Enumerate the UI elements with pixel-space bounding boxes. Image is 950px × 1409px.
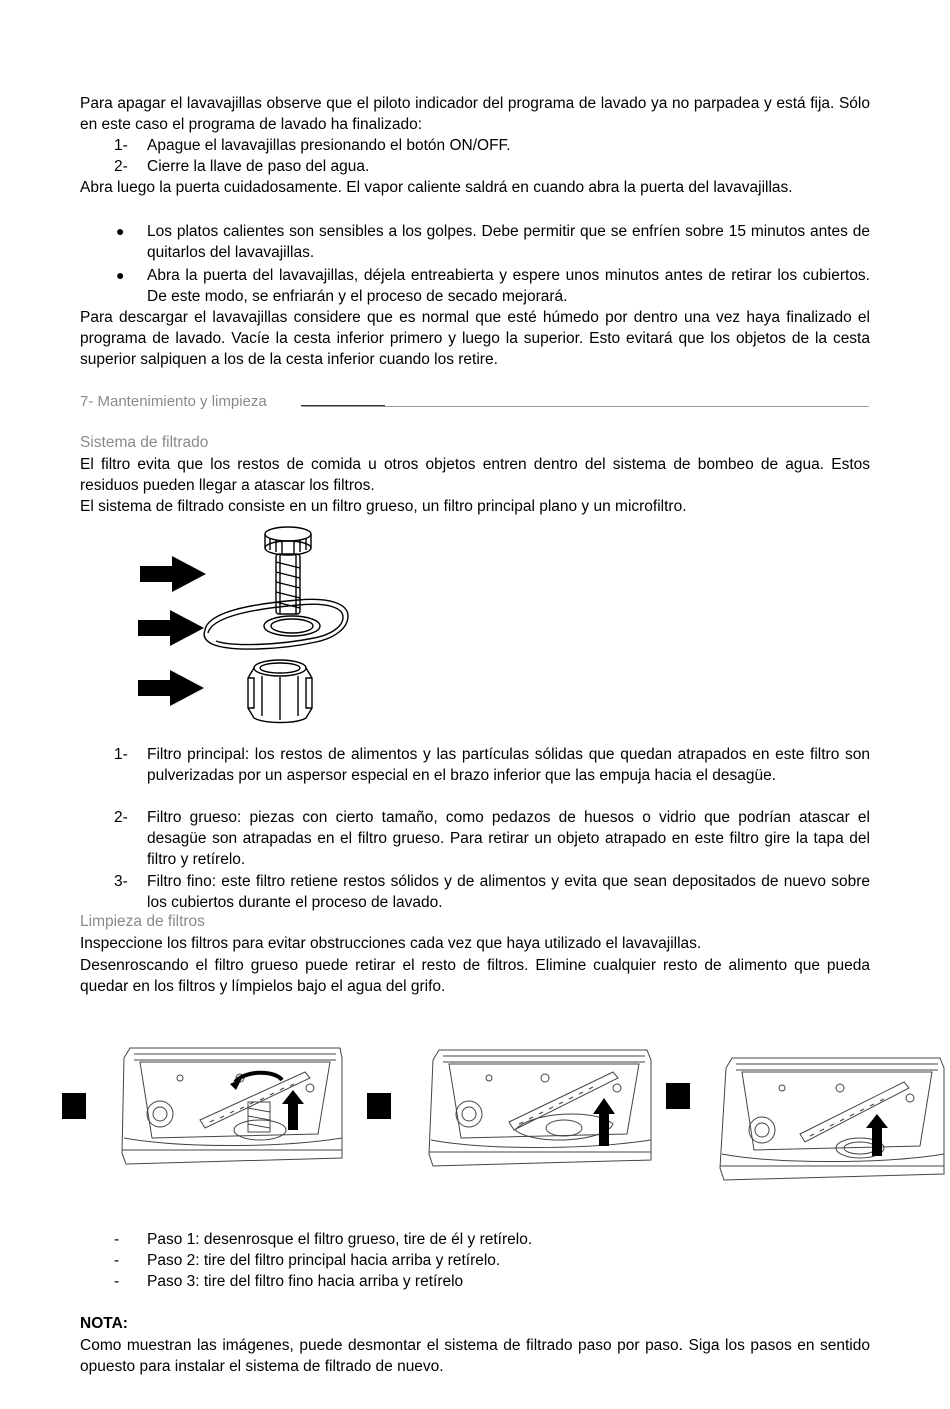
note-title: NOTA: <box>80 1315 128 1332</box>
bullet-text: Abra la puerta del lavavajillas, déjela entreabierta y espere unos minutos antes de retirar los cubiertos. De este modo, se enfriarán y el proceso de secado mejorará. <box>147 267 870 305</box>
limpieza-step-1 <box>80 1229 870 1250</box>
arrow-icon <box>138 556 206 706</box>
micro-filter-icon <box>248 660 312 723</box>
step-1-illustration <box>60 1038 360 1173</box>
intro-paragraph-1: Para apagar el lavavajillas observe que el piloto indicador del programa de lavado ya no parpadea y está fija. Sólo en este caso el programa de lavado ha finalizado: <box>80 95 870 133</box>
dash-marker: - <box>114 1231 120 1248</box>
step-3-illustration <box>664 1050 948 1185</box>
filter-item-2 <box>80 807 870 870</box>
step-text: Cierre la llave de paso del agua. <box>147 158 370 175</box>
filtrado-paragraph-2: El sistema de filtrado consiste en un filtro grueso, un filtro principal plano y un microfiltro. <box>80 498 687 515</box>
item-text: Filtro fino: este filtro retiene restos sólidos y de alimentos y evita que sean depositados de nuevo sobre los cubiertos durante el proceso de lavado. <box>147 873 870 911</box>
filter-item-3 <box>80 871 870 913</box>
subsection-title-filtrado: Sistema de filtrado <box>80 434 209 451</box>
step-text: Paso 3: tire del filtro fino hacia arriba y retírelo <box>147 1273 464 1290</box>
step-text: Paso 1: desenrosque el filtro grueso, tire de él y retírelo. <box>147 1231 533 1248</box>
item-number: 3- <box>114 873 128 890</box>
dash-marker: - <box>114 1252 120 1269</box>
step-marker-icon <box>666 1083 690 1109</box>
subsection-title-limpieza: Limpieza de filtros <box>80 913 205 930</box>
bullet-text: Los platos calientes son sensibles a los golpes. Debe permitir que se enfríen sobre 15 minutos antes de quitarlos del lavavajillas. <box>147 223 870 261</box>
item-number: 2- <box>114 809 128 826</box>
step-text: Apague el lavavajillas presionando el botón ON/OFF. <box>147 137 511 154</box>
intro-paragraph-3: Para descargar el lavavajillas considere que es normal que esté húmedo por dentro una vez haya finalizado el programa de lavado. Vacíe la cesta inferior primero y luego la superior. Esto evitará que los objetos de la cesta superior salpiquen a los de la cesta inferior cuando los retire. <box>80 309 870 368</box>
section-title: 7- Mantenimiento y limpieza <box>80 393 267 410</box>
step-text: Paso 2: tire del filtro principal hacia arriba y retírelo. <box>147 1252 501 1269</box>
limpieza-step-3 <box>80 1271 870 1292</box>
filtrado-paragraph-1: El filtro evita que los restos de comida u otros objetos entren dentro del sistema de bombeo de agua. Estos residuos pueden llegar a atascar los filtros. <box>80 456 870 494</box>
intro-step-2 <box>80 156 870 177</box>
limpieza-step-2 <box>80 1250 870 1271</box>
step-number: 2- <box>114 158 128 175</box>
step-2-illustration <box>365 1042 665 1177</box>
limpieza-paragraph-2: Desenroscando el filtro grueso puede retirar el resto de filtros. Elimine cualquier resto de alimento que pueda quedar en los filtros y límpielos bajo el agua del grifo. <box>80 957 870 995</box>
item-text: Filtro grueso: piezas con cierto tamaño, como pedazos de huesos o vidrio que podrían atascar el desagüe son atrapadas en el filtro grueso. Para retirar un objeto atrapado en este filtro gire la tapa del filtro y retírelo. <box>147 809 870 868</box>
item-text: Filtro principal: los restos de alimentos y las partículas sólidas que quedan atrapados en este filtro son pulverizadas por un aspersor especial en el brazo inferior que las empuja hacia el desagüe. <box>147 746 870 784</box>
step-marker-icon <box>367 1093 391 1119</box>
bullet-icon: ● <box>116 223 125 239</box>
note-text: Como muestran las imágenes, puede desmontar el sistema de filtrado paso por paso. Siga los pasos en sentido opuesto para instalar el sistema de filtrado de nuevo. <box>80 1337 870 1375</box>
filter-assembly-diagram <box>130 520 360 735</box>
limpieza-paragraph-1: Inspeccione los filtros para evitar obstrucciones cada vez que haya utilizado el lavavajillas. <box>80 935 702 952</box>
intro-paragraph-2: Abra luego la puerta cuidadosamente. El vapor caliente saldrá en cuando abra la puerta del lavavajillas. <box>80 179 793 196</box>
intro-step-1 <box>80 135 870 156</box>
item-number: 1- <box>114 746 128 763</box>
bullet-item-1 <box>80 221 870 263</box>
section-rule <box>301 406 869 407</box>
bullet-icon: ● <box>116 267 125 283</box>
dash-marker: - <box>114 1273 120 1290</box>
bullet-item-2 <box>80 265 870 307</box>
filter-item-1 <box>80 744 870 786</box>
step-number: 1- <box>114 137 128 154</box>
main-filter-icon <box>204 599 348 649</box>
step-marker-icon <box>62 1093 86 1119</box>
